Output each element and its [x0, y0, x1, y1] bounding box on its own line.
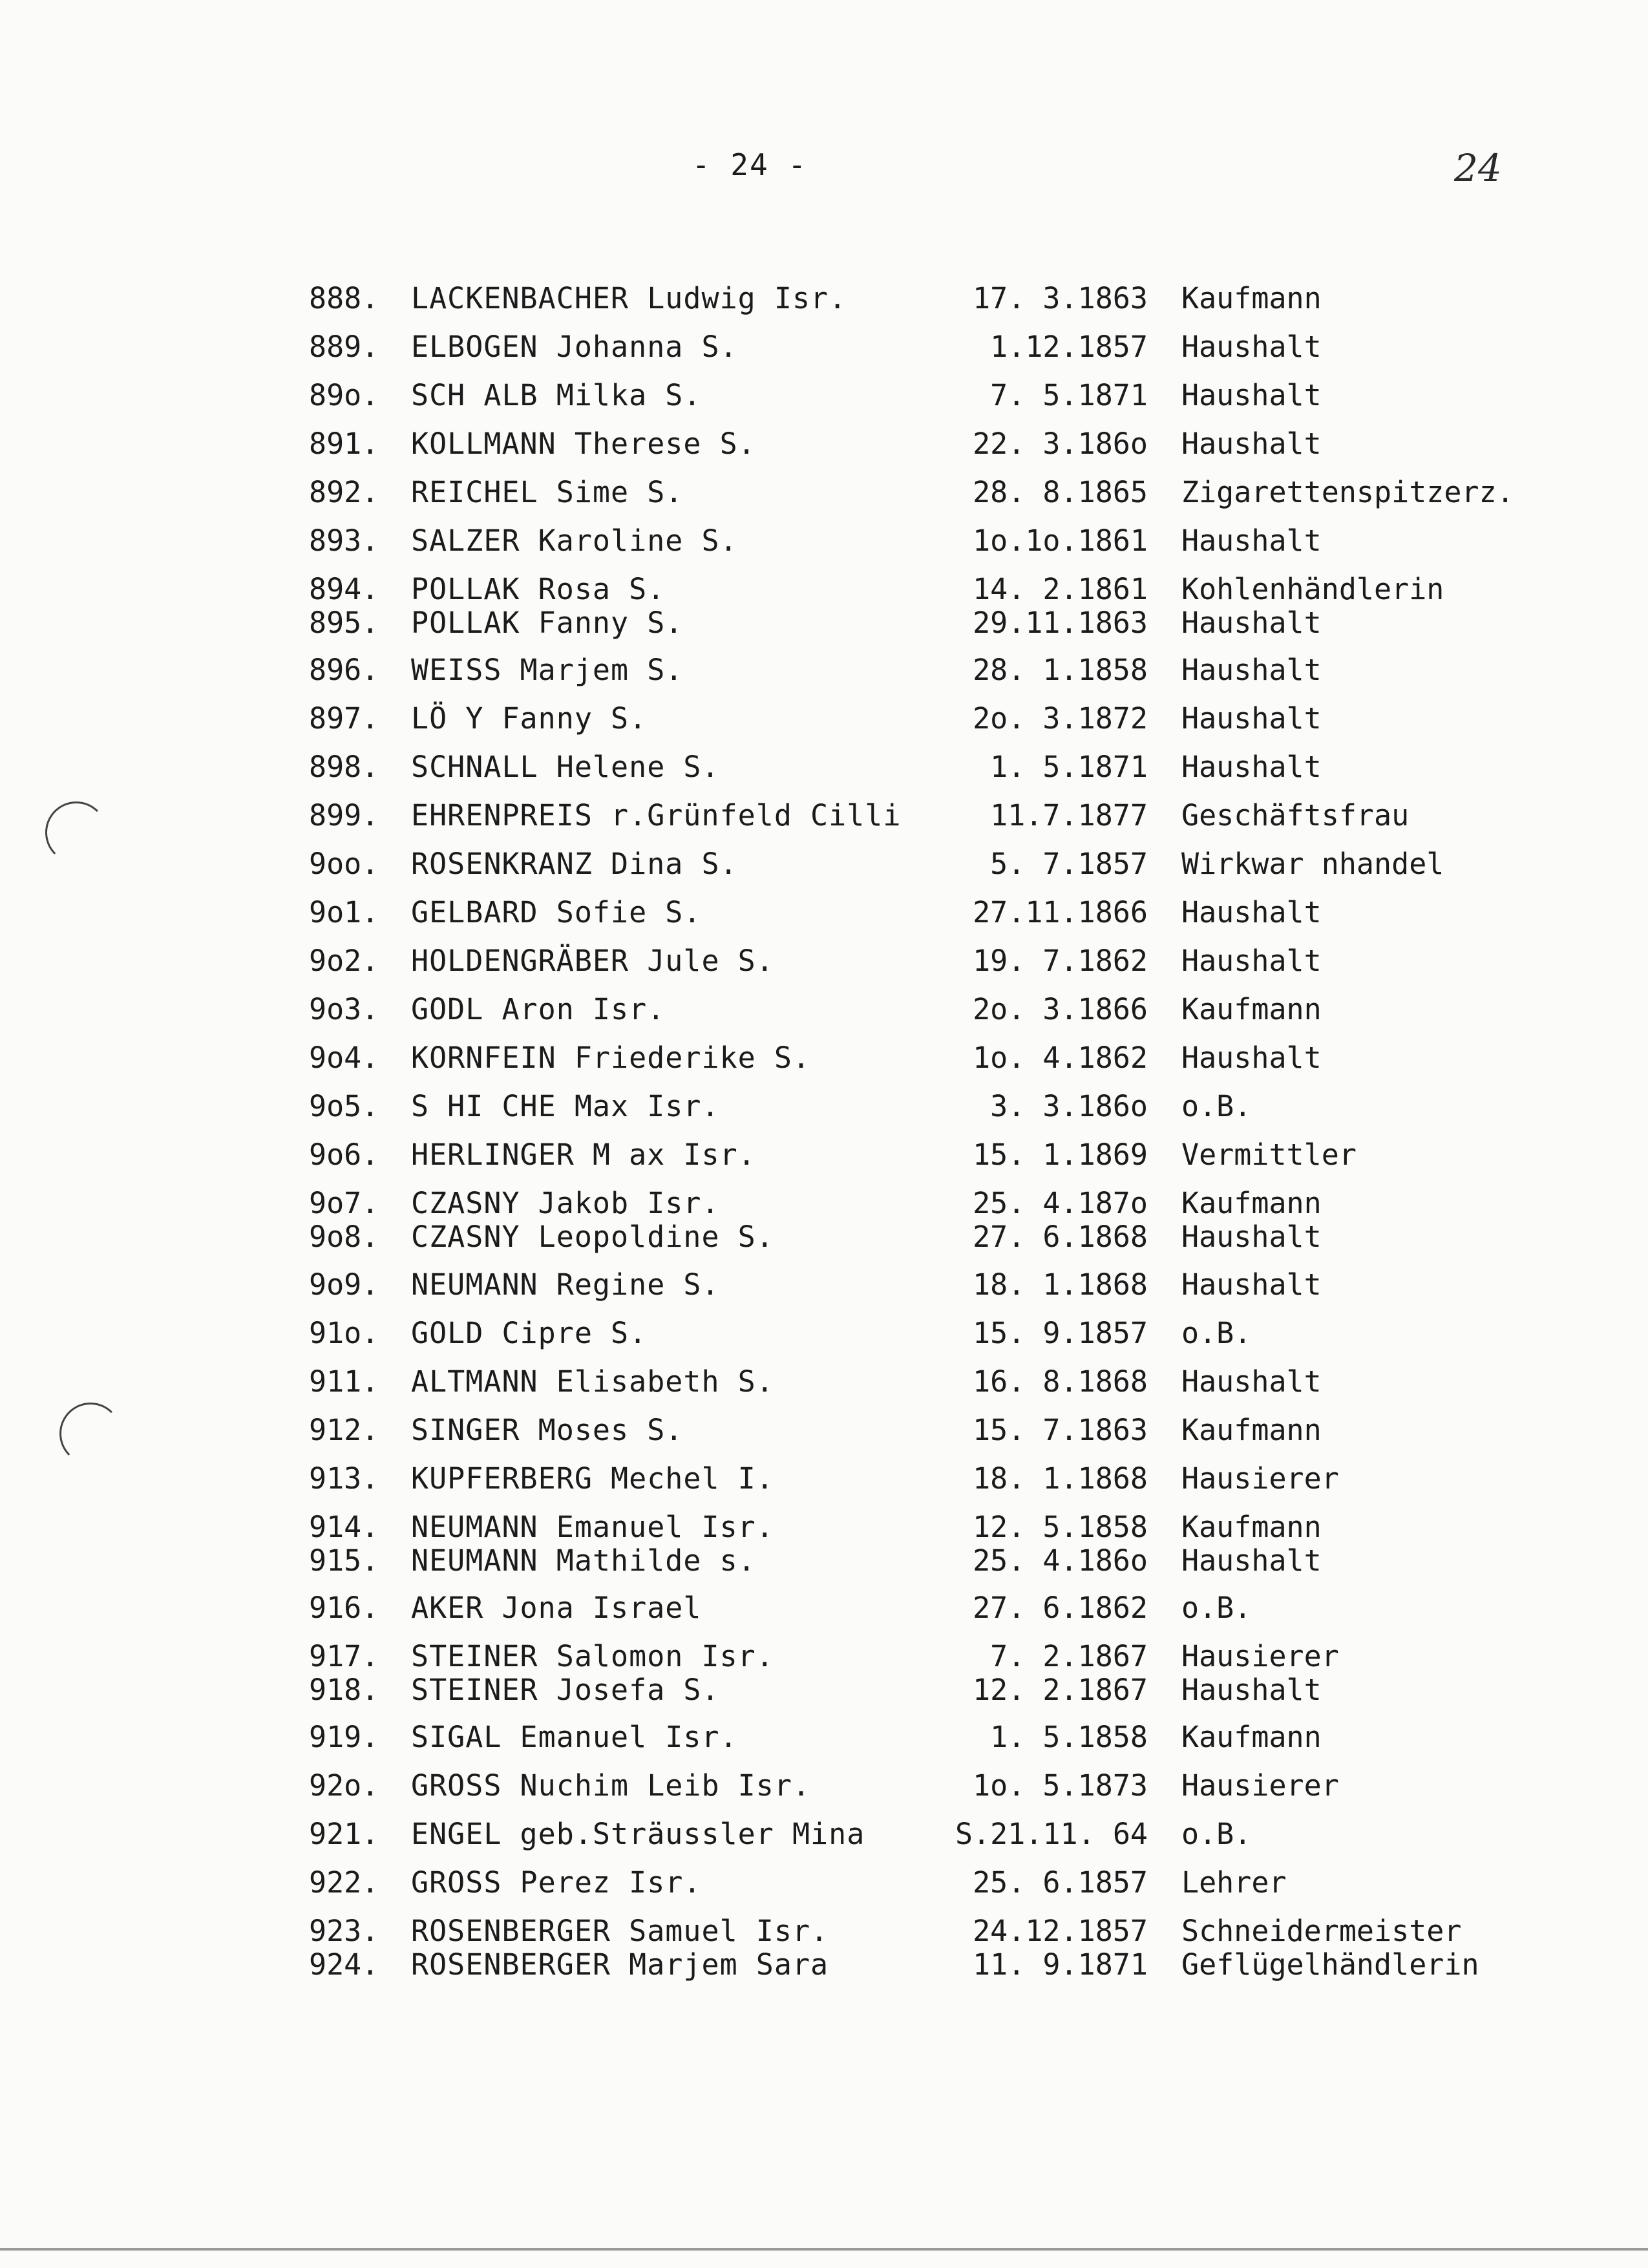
- list-item: [0, 1637, 1648, 1676]
- entry-name: CZASNY Jakob Isr.: [411, 1186, 720, 1220]
- entry-occupation: Kaufmann: [1181, 1510, 1322, 1544]
- list-item: [0, 1087, 1648, 1126]
- list-item: [0, 425, 1648, 463]
- entry-birthdate: 7. 5.1871: [990, 378, 1148, 412]
- entry-name: KORNFEIN Friederike S.: [411, 1041, 811, 1075]
- list-item: [0, 1411, 1648, 1450]
- list-item: [0, 1815, 1648, 1854]
- entry-birthdate: 3. 3.186o: [990, 1089, 1148, 1123]
- entry-number: 897.: [309, 701, 379, 736]
- entry-name: GELBARD Sofie S.: [411, 895, 702, 929]
- entry-birthdate: 28. 8.1865: [973, 475, 1148, 509]
- entry-birthdate: 27. 6.1868: [973, 1220, 1148, 1254]
- entry-name: GROSS Perez Isr.: [411, 1865, 702, 1900]
- list-item: [0, 990, 1648, 1029]
- entry-name: ALTMANN Elisabeth S.: [411, 1364, 774, 1399]
- entry-occupation: Haushalt: [1181, 1543, 1322, 1578]
- entry-birthdate: 1o.1o.1861: [973, 524, 1148, 558]
- entry-name: EHRENPREIS r.Grünfeld Cilli: [411, 798, 902, 832]
- entry-number: 889.: [309, 330, 379, 364]
- list-item: [0, 748, 1648, 787]
- entry-occupation: Haushalt: [1181, 653, 1322, 687]
- entry-name: HOLDENGRÄBER Jule S.: [411, 944, 774, 978]
- entry-occupation: Geschäftsfrau: [1181, 798, 1410, 832]
- entry-name: LÖ Y Fanny S.: [411, 701, 648, 736]
- entry-name: ROSENBERGER Samuel Isr.: [411, 1914, 829, 1948]
- list-item: [0, 1912, 1648, 1951]
- list-item: [0, 1039, 1648, 1077]
- entry-name: KOLLMANN Therese S.: [411, 427, 756, 461]
- entry-number: 923.: [309, 1914, 379, 1948]
- entry-name: REICHEL Sime S.: [411, 475, 684, 509]
- entry-number: 91o.: [309, 1316, 379, 1350]
- entry-birthdate: 16. 8.1868: [973, 1364, 1148, 1399]
- entry-name: NEUMANN Emanuel Isr.: [411, 1510, 774, 1544]
- entry-name: SCHNALL Helene S.: [411, 750, 720, 784]
- entry-number: 9o9.: [309, 1267, 379, 1302]
- entry-number: 9oo.: [309, 847, 379, 881]
- entry-number: 9o2.: [309, 944, 379, 978]
- entry-number: 911.: [309, 1364, 379, 1399]
- entry-birthdate: 12. 5.1858: [973, 1510, 1148, 1544]
- entry-occupation: o.B.: [1181, 1089, 1252, 1123]
- entry-birthdate: 1. 5.1871: [990, 750, 1148, 784]
- entry-birthdate: 15. 7.1863: [973, 1413, 1148, 1447]
- entry-number: 89o.: [309, 378, 379, 412]
- entry-name: NEUMANN Regine S.: [411, 1267, 720, 1302]
- entry-number: 888.: [309, 281, 379, 315]
- entry-name: LACKENBACHER Ludwig Isr.: [411, 281, 847, 315]
- entry-occupation: Haushalt: [1181, 606, 1322, 640]
- entry-occupation: Haushalt: [1181, 1267, 1322, 1302]
- entry-occupation: Kaufmann: [1181, 992, 1322, 1026]
- entry-number: 922.: [309, 1865, 379, 1900]
- entry-name: ELBOGEN Johanna S.: [411, 330, 738, 364]
- entry-name: S HI CHE Max Isr.: [411, 1089, 720, 1123]
- entry-occupation: Haushalt: [1181, 895, 1322, 929]
- entry-name: GROSS Nuchim Leib Isr.: [411, 1768, 811, 1803]
- entry-occupation: Wirkwar nhandel: [1181, 847, 1444, 881]
- entry-number: 9o4.: [309, 1041, 379, 1075]
- list-item: [0, 893, 1648, 932]
- entry-occupation: Haushalt: [1181, 1220, 1322, 1254]
- list-item: [0, 942, 1648, 980]
- entry-occupation: Haushalt: [1181, 1041, 1322, 1075]
- entry-occupation: Hausierer: [1181, 1768, 1339, 1803]
- entry-occupation: Kohlenhändlerin: [1181, 572, 1444, 606]
- list-item: [0, 1508, 1648, 1547]
- entry-name: HERLINGER M ax Isr.: [411, 1138, 756, 1172]
- entry-occupation: o.B.: [1181, 1817, 1252, 1851]
- list-item: [0, 1136, 1648, 1174]
- entry-birthdate: 1. 5.1858: [990, 1720, 1148, 1754]
- list-item: [0, 522, 1648, 560]
- entry-number: 893.: [309, 524, 379, 558]
- entry-occupation: o.B.: [1181, 1316, 1252, 1350]
- entry-birthdate: 22. 3.186o: [973, 427, 1148, 461]
- entry-name: SINGER Moses S.: [411, 1413, 684, 1447]
- list-item: [0, 1218, 1648, 1256]
- entry-birthdate: 19. 7.1862: [973, 944, 1148, 978]
- entry-number: 899.: [309, 798, 379, 832]
- entry-number: 912.: [309, 1413, 379, 1447]
- entry-number: 92o.: [309, 1768, 379, 1803]
- list-item: [0, 1184, 1648, 1223]
- entry-occupation: Zigarettenspitzerz.: [1181, 475, 1514, 509]
- entry-number: 9o8.: [309, 1220, 379, 1254]
- entry-number: 9o5.: [309, 1089, 379, 1123]
- entry-occupation: Haushalt: [1181, 944, 1322, 978]
- entry-occupation: Geflügelhändlerin: [1181, 1947, 1479, 1982]
- list-item: [0, 1542, 1648, 1580]
- entry-occupation: Hausierer: [1181, 1461, 1339, 1496]
- list-item: [0, 796, 1648, 835]
- entry-occupation: Schneidermeister: [1181, 1914, 1462, 1948]
- entry-birthdate: 25. 6.1857: [973, 1865, 1148, 1900]
- list-item: [0, 1718, 1648, 1757]
- list-item: [0, 328, 1648, 366]
- entry-name: GOLD Cipre S.: [411, 1316, 648, 1350]
- entry-number: 896.: [309, 653, 379, 687]
- entry-occupation: Haushalt: [1181, 427, 1322, 461]
- entry-number: 895.: [309, 606, 379, 640]
- entry-occupation: o.B.: [1181, 1591, 1252, 1625]
- entry-occupation: Kaufmann: [1181, 1186, 1322, 1220]
- entry-birthdate: 15. 1.1869: [973, 1138, 1148, 1172]
- entry-birthdate: 5. 7.1857: [990, 847, 1148, 881]
- entry-birthdate: 2o. 3.1866: [973, 992, 1148, 1026]
- entry-birthdate: 27. 6.1862: [973, 1591, 1148, 1625]
- entry-number: 919.: [309, 1720, 379, 1754]
- entry-occupation: Kaufmann: [1181, 1413, 1322, 1447]
- entry-name: STEINER Josefa S.: [411, 1673, 720, 1707]
- entry-birthdate: 12. 2.1867: [973, 1673, 1148, 1707]
- list-item: [0, 376, 1648, 415]
- list-item: [0, 1459, 1648, 1498]
- entry-occupation: Hausierer: [1181, 1639, 1339, 1673]
- entry-occupation: Haushalt: [1181, 750, 1322, 784]
- entry-occupation: Haushalt: [1181, 1364, 1322, 1399]
- entry-number: 9o7.: [309, 1186, 379, 1220]
- entry-occupation: Kaufmann: [1181, 1720, 1322, 1754]
- entry-name: STEINER Salomon Isr.: [411, 1639, 774, 1673]
- list-item: [0, 570, 1648, 609]
- handwritten-folio: 24: [1454, 146, 1502, 190]
- entry-name: SALZER Karoline S.: [411, 524, 738, 558]
- list-item: [0, 473, 1648, 512]
- entry-number: 9o6.: [309, 1138, 379, 1172]
- entry-birthdate: 1.12.1857: [990, 330, 1148, 364]
- entry-number: 9o1.: [309, 895, 379, 929]
- entry-birthdate: 27.11.1866: [973, 895, 1148, 929]
- entry-birthdate: 25. 4.186o: [973, 1543, 1148, 1578]
- entry-name: AKER Jona Israel: [411, 1591, 702, 1625]
- entry-occupation: Haushalt: [1181, 701, 1322, 736]
- list-item: [0, 699, 1648, 738]
- entry-number: 891.: [309, 427, 379, 461]
- entry-number: 916.: [309, 1591, 379, 1625]
- entry-occupation: Haushalt: [1181, 378, 1322, 412]
- entry-number: 917.: [309, 1639, 379, 1673]
- entry-birthdate: 28. 1.1858: [973, 653, 1148, 687]
- entry-number: 892.: [309, 475, 379, 509]
- entry-birthdate: 14. 2.1861: [973, 572, 1148, 606]
- entry-occupation: Vermittler: [1181, 1138, 1357, 1172]
- entry-name: CZASNY Leopoldine S.: [411, 1220, 774, 1254]
- entry-occupation: Lehrer: [1181, 1865, 1287, 1900]
- list-item: [0, 1266, 1648, 1304]
- entry-number: 898.: [309, 750, 379, 784]
- entry-birthdate: 17. 3.1863: [973, 281, 1148, 315]
- entry-name: POLLAK Fanny S.: [411, 606, 684, 640]
- entry-occupation: Haushalt: [1181, 330, 1322, 364]
- entry-birthdate: 15. 9.1857: [973, 1316, 1148, 1350]
- entry-name: ROSENKRANZ Dina S.: [411, 847, 738, 881]
- entry-name: ENGEL geb.Sträussler Mina: [411, 1817, 865, 1851]
- entry-number: 915.: [309, 1543, 379, 1578]
- entry-birthdate: 24.12.1857: [973, 1914, 1148, 1948]
- entry-number: 9o3.: [309, 992, 379, 1026]
- entry-number: 924.: [309, 1947, 379, 1982]
- list-item: [0, 604, 1648, 642]
- entry-occupation: Haushalt: [1181, 524, 1322, 558]
- entry-birthdate: 18. 1.1868: [973, 1267, 1148, 1302]
- entry-name: WEISS Marjem S.: [411, 653, 684, 687]
- bottom-edge-line: [0, 2248, 1648, 2251]
- entry-occupation: Kaufmann: [1181, 281, 1322, 315]
- entry-name: KUPFERBERG Mechel I.: [411, 1461, 774, 1496]
- entry-name: ROSENBERGER Marjem Sara: [411, 1947, 829, 1982]
- list-item: [0, 1863, 1648, 1902]
- entry-name: NEUMANN Mathilde s.: [411, 1543, 756, 1578]
- entry-birthdate: 29.11.1863: [973, 606, 1148, 640]
- entry-birthdate: 1o. 5.1873: [973, 1768, 1148, 1803]
- page-number: - 24 -: [692, 147, 808, 182]
- entry-name: SIGAL Emanuel Isr.: [411, 1720, 738, 1754]
- list-item: [0, 279, 1648, 318]
- entry-occupation: Haushalt: [1181, 1673, 1322, 1707]
- entry-birthdate: 1o. 4.1862: [973, 1041, 1148, 1075]
- entry-birthdate: S.21.11. 64: [955, 1817, 1148, 1851]
- entry-birthdate: 2o. 3.1872: [973, 701, 1148, 736]
- list-item: [0, 1945, 1648, 1984]
- entry-number: 914.: [309, 1510, 379, 1544]
- entry-birthdate: 25. 4.187o: [973, 1186, 1148, 1220]
- entry-number: 894.: [309, 572, 379, 606]
- entry-number: 918.: [309, 1673, 379, 1707]
- entry-name: SCH ALB Milka S.: [411, 378, 702, 412]
- entry-birthdate: 11. 9.1871: [973, 1947, 1148, 1982]
- list-item: [0, 1314, 1648, 1353]
- entry-name: GODL Aron Isr.: [411, 992, 666, 1026]
- list-item: [0, 1671, 1648, 1710]
- list-item: [0, 845, 1648, 884]
- list-item: [0, 1589, 1648, 1627]
- list-item: [0, 651, 1648, 690]
- entry-birthdate: 18. 1.1868: [973, 1461, 1148, 1496]
- list-item: [0, 1766, 1648, 1805]
- entry-birthdate: 7. 2.1867: [990, 1639, 1148, 1673]
- entry-name: POLLAK Rosa S.: [411, 572, 666, 606]
- entry-birthdate: 11.7.1877: [990, 798, 1148, 832]
- entry-number: 913.: [309, 1461, 379, 1496]
- list-item: [0, 1362, 1648, 1401]
- entry-number: 921.: [309, 1817, 379, 1851]
